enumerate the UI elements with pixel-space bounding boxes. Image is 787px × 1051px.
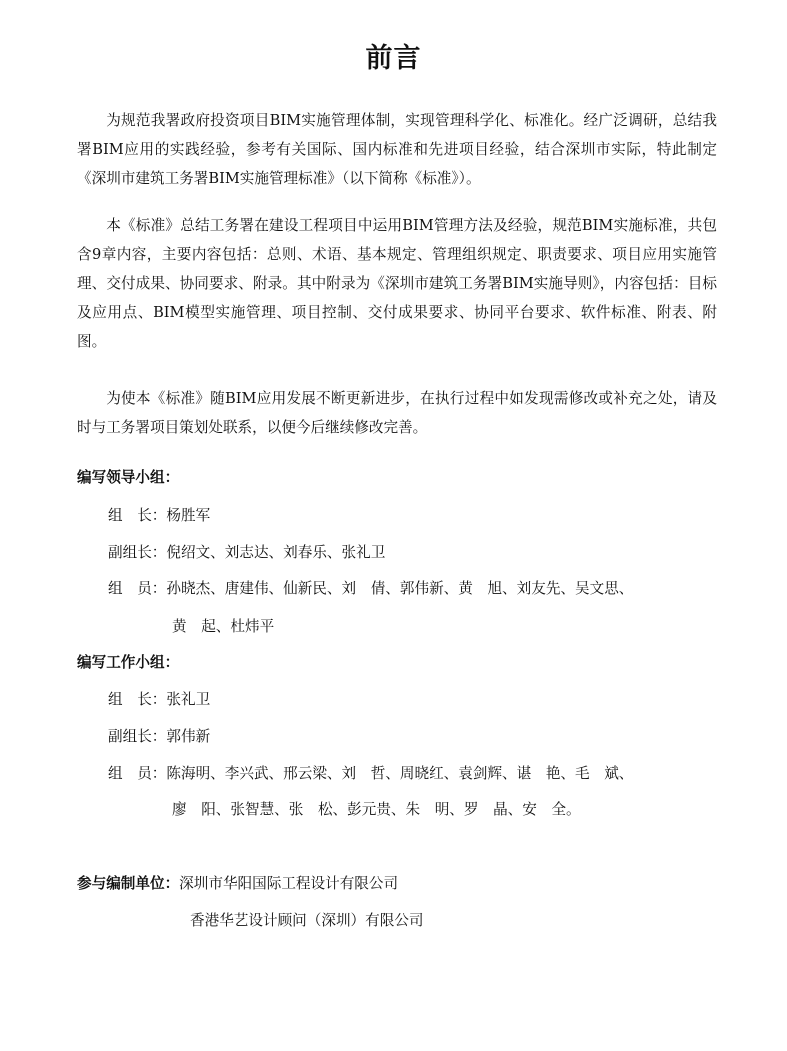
participating-unit-1: 深圳市华阳国际工程设计有限公司 xyxy=(179,875,399,892)
leadership-members-line-2: 黄 起、杜炜平 xyxy=(172,618,275,635)
leadership-deputy-label: 副组长： xyxy=(108,544,167,561)
leadership-members-line-1: 孙晓杰、唐建伟、仙新民、刘 倩、郭伟新、黄 旭、刘友先、吴文思、 xyxy=(166,580,634,597)
leadership-members-label: 组 员： xyxy=(108,580,167,597)
page-title: 前言 xyxy=(365,43,422,74)
participating-units-label: 参与编制单位： xyxy=(77,875,180,892)
participating-units-row xyxy=(77,873,398,895)
working-members-line-1: 陈海明、李兴武、邢云梁、刘 哲、周晓红、袁剑辉、谌 艳、毛 斌、 xyxy=(166,765,634,782)
working-members-label: 组 员： xyxy=(108,765,167,782)
participating-unit-2: 香港华艺设计顾问（深圳）有限公司 xyxy=(190,912,424,929)
leadership-leader-name: 杨胜军 xyxy=(166,507,211,524)
working-members-line-2: 廖 阳、张智慧、张 松、彭元贵、朱 明、罗 晶、安 全。 xyxy=(172,801,581,818)
leadership-leader-label: 组 长： xyxy=(108,507,167,524)
intro-paragraph-3: 为使本《标准》随BIM应用发展不断更新进步，在执行过程中如发现需修改或补充之处，请及时与工务署项目策划处联系，以便今后继续修改完善。 xyxy=(77,390,717,436)
leadership-deputy-row xyxy=(108,542,385,564)
working-leader-row xyxy=(108,689,210,711)
working-deputy-names: 郭伟新 xyxy=(166,728,211,745)
working-group-heading: 编写工作小组： xyxy=(77,654,180,671)
working-leader-name: 张礼卫 xyxy=(166,691,211,708)
working-members-row xyxy=(108,763,633,785)
leadership-members-row xyxy=(108,578,633,600)
working-leader-label: 组 长： xyxy=(108,691,167,708)
leadership-leader-row xyxy=(108,505,210,527)
working-deputy-label: 副组长： xyxy=(108,728,167,745)
working-deputy-row xyxy=(108,726,210,748)
intro-paragraph-2: 本《标准》总结工务署在建设工程项目中运用BIM管理方法及经验，规范BIM实施标准，共包含9章内容，主要内容包括：总则、术语、基本规定、管理组织规定、职责要求、项目应用实施管理、交付成果、协同要求、附录。其中附录为《深圳市建筑工务署BIM实施导则》，内容包括：目标及应用点、BIM模型实施管理、项目控制、交付成果要求、协同平台要求、软件标准、附表、附图。 xyxy=(77,217,717,350)
leadership-deputy-names: 倪绍文、刘志达、刘春乐、张礼卫 xyxy=(166,544,386,561)
leadership-group-heading: 编写领导小组： xyxy=(77,469,180,486)
intro-paragraph-1: 为规范我署政府投资项目BIM实施管理体制，实现管理科学化、标准化。经广泛调研，总结我署BIM应用的实践经验，参考有关国际、国内标准和先进项目经验，结合深圳市实际，特此制定《深圳市建筑工务署BIM实施管理标准》（以下简称《标准》）。 xyxy=(77,112,717,187)
